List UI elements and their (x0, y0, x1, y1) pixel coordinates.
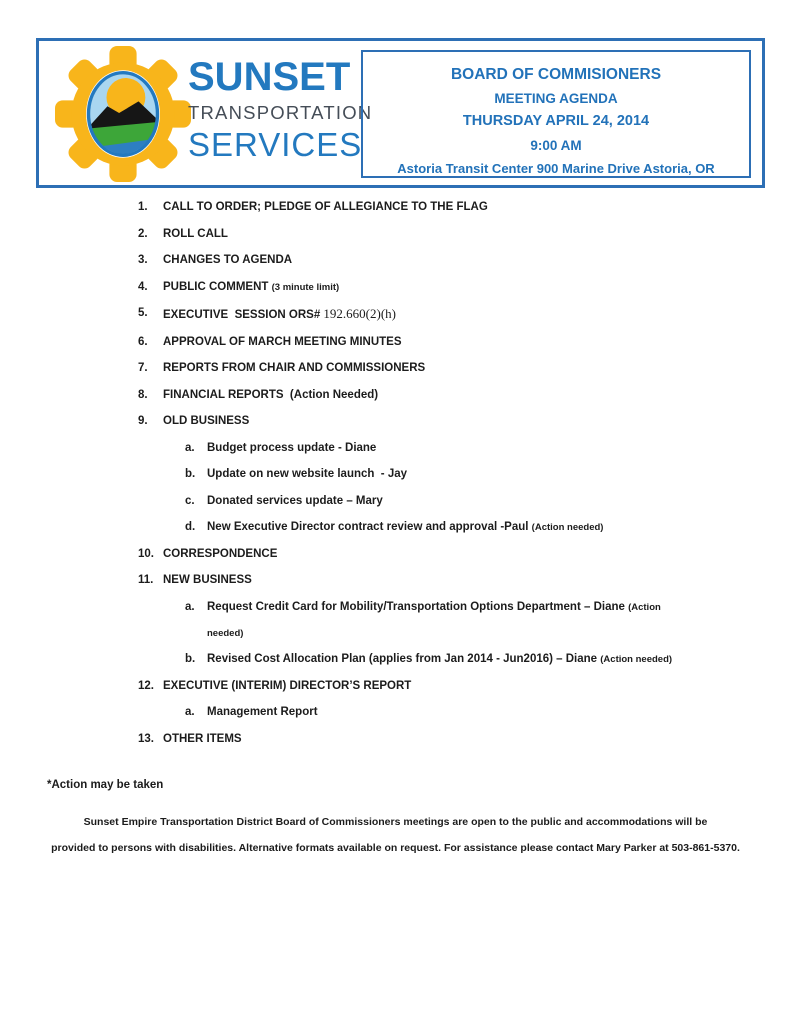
agenda-subitem (138, 704, 761, 721)
item-number: 13. (138, 732, 154, 745)
item-text (207, 440, 376, 457)
agenda-item (138, 546, 761, 563)
agenda-subitem (138, 493, 761, 510)
item-text (207, 651, 672, 668)
item-text (163, 413, 249, 430)
item-text (207, 519, 603, 536)
item-number: 10. (138, 547, 154, 560)
agenda-item (138, 360, 761, 377)
agenda-list (0, 199, 791, 757)
agenda-item (138, 413, 761, 430)
agenda-item (138, 199, 761, 216)
meeting-time: 9:00 AM (530, 137, 582, 153)
item-label: REPORTS FROM CHAIR AND COMMISSIONERS (163, 362, 426, 374)
item-label: EXECUTIVE SESSION ORS# (163, 309, 324, 321)
logo-wordmark-services: SERVICES (188, 125, 363, 163)
item-text (207, 704, 318, 721)
action-footnote: *Action may be taken (47, 779, 164, 791)
item-number: 12. (138, 679, 154, 692)
agenda-item (138, 334, 761, 351)
item-number: 11. (138, 574, 154, 586)
item-number: 5. (138, 307, 148, 319)
item-annotation: (Action (628, 601, 661, 613)
item-text (163, 387, 378, 404)
meeting-subtitle: MEETING AGENDA (494, 90, 618, 106)
item-text (163, 360, 425, 377)
item-number: 8. (138, 388, 148, 401)
item-number: 2. (138, 227, 148, 240)
item-number: b. (185, 653, 196, 665)
logo-wordmark-sunset: SUNSET (188, 55, 351, 99)
item-number: 6. (138, 335, 148, 348)
item-number: 7. (138, 362, 148, 374)
header (36, 38, 765, 188)
accessibility-notice (0, 809, 791, 861)
accessibility-line: Sunset Empire Transportation District Board of Commissioners meetings are open to the public and accommodations will be (83, 816, 708, 828)
item-label: CORRESPONDENCE (163, 547, 278, 560)
item-annotation: (Action needed) (600, 654, 673, 665)
item-label: APPROVAL OF MARCH MEETING MINUTES (163, 335, 402, 348)
item-label: Budget process update - Diane (207, 441, 377, 454)
item-text (207, 466, 407, 483)
logo-wordmark (188, 57, 372, 161)
item-number: a. (185, 706, 195, 718)
item-text (163, 334, 402, 351)
item-number: a. (185, 600, 195, 613)
item-label: PUBLIC COMMENT (163, 280, 272, 293)
item-text (163, 305, 396, 324)
item-label: OTHER ITEMS (163, 732, 242, 745)
agenda-item (138, 252, 761, 269)
item-text (207, 599, 661, 642)
agenda-item (138, 305, 761, 324)
item-number: b. (185, 468, 196, 480)
logo-wordmark-transportation: TRANSPORTATION (188, 102, 373, 123)
accessibility-line: provided to persons with disabilities. Alternative formats available on request. For assistance please contact Mary Parker at 503-861-5370. (51, 842, 740, 854)
item-label: Update on new website launch - Jay (207, 468, 408, 480)
item-number: d. (185, 521, 196, 533)
item-label: ROLL CALL (163, 227, 228, 240)
item-label: Request Credit Card for Mobility/Transportation Options Department – Diane (207, 600, 629, 613)
item-number: 1. (138, 201, 148, 213)
item-label: EXECUTIVE (INTERIM) DIRECTOR’S REPORT (163, 679, 412, 692)
item-text (207, 493, 383, 510)
agenda-item (138, 387, 761, 404)
agenda-subitem (138, 440, 761, 457)
item-text (163, 252, 292, 269)
item-label: Revised Cost Allocation Plan (applies from Jan 2014 - Jun2016) – Diane (207, 653, 601, 665)
meeting-title: BOARD OF COMMISIONERS (450, 66, 662, 83)
item-label: Management Report (207, 706, 318, 718)
agenda-item (138, 572, 761, 589)
item-annotation: (3 minute limit) (271, 281, 340, 293)
sunset-gear-landscape-icon (55, 46, 191, 182)
agenda-subitem (138, 519, 761, 536)
agenda-item (138, 279, 761, 296)
item-text (163, 572, 252, 589)
item-text (163, 279, 339, 296)
item-annotation: (Action needed) (531, 522, 604, 533)
meeting-location: Astoria Transit Center 900 Marine Drive Astoria, OR (397, 161, 715, 176)
item-text (163, 199, 488, 216)
item-text (163, 678, 411, 695)
item-label: Donated services update – Mary (207, 494, 383, 507)
item-label: CHANGES TO AGENDA (163, 254, 293, 266)
agenda-item (138, 731, 761, 748)
item-statute-ref: 192.660(2)(h) (323, 306, 396, 321)
item-number: a. (185, 441, 195, 454)
meeting-info-box (361, 50, 751, 178)
item-text (163, 731, 242, 748)
item-number: 3. (138, 254, 148, 266)
meeting-date: THURSDAY APRIL 24, 2014 (462, 113, 650, 129)
item-text (163, 226, 228, 243)
agenda-item (138, 678, 761, 695)
agenda-item (138, 226, 761, 243)
item-label: CALL TO ORDER; PLEDGE OF ALLEGIANCE TO THE FLAG (163, 201, 488, 213)
agenda-subitem (138, 599, 761, 642)
item-number: c. (185, 494, 195, 507)
agenda-subitem (138, 651, 761, 668)
item-label: NEW BUSINESS (163, 574, 252, 586)
item-label: FINANCIAL REPORTS (Action Needed) (163, 388, 379, 401)
item-number: 9. (138, 415, 148, 427)
item-label: OLD BUSINESS (163, 415, 250, 427)
item-text (163, 546, 277, 563)
item-annotation-continued: needed) (207, 627, 244, 639)
agenda-subitem (138, 466, 761, 483)
item-number: 4. (138, 280, 148, 293)
item-label: New Executive Director contract review and approval -Paul (207, 521, 532, 533)
